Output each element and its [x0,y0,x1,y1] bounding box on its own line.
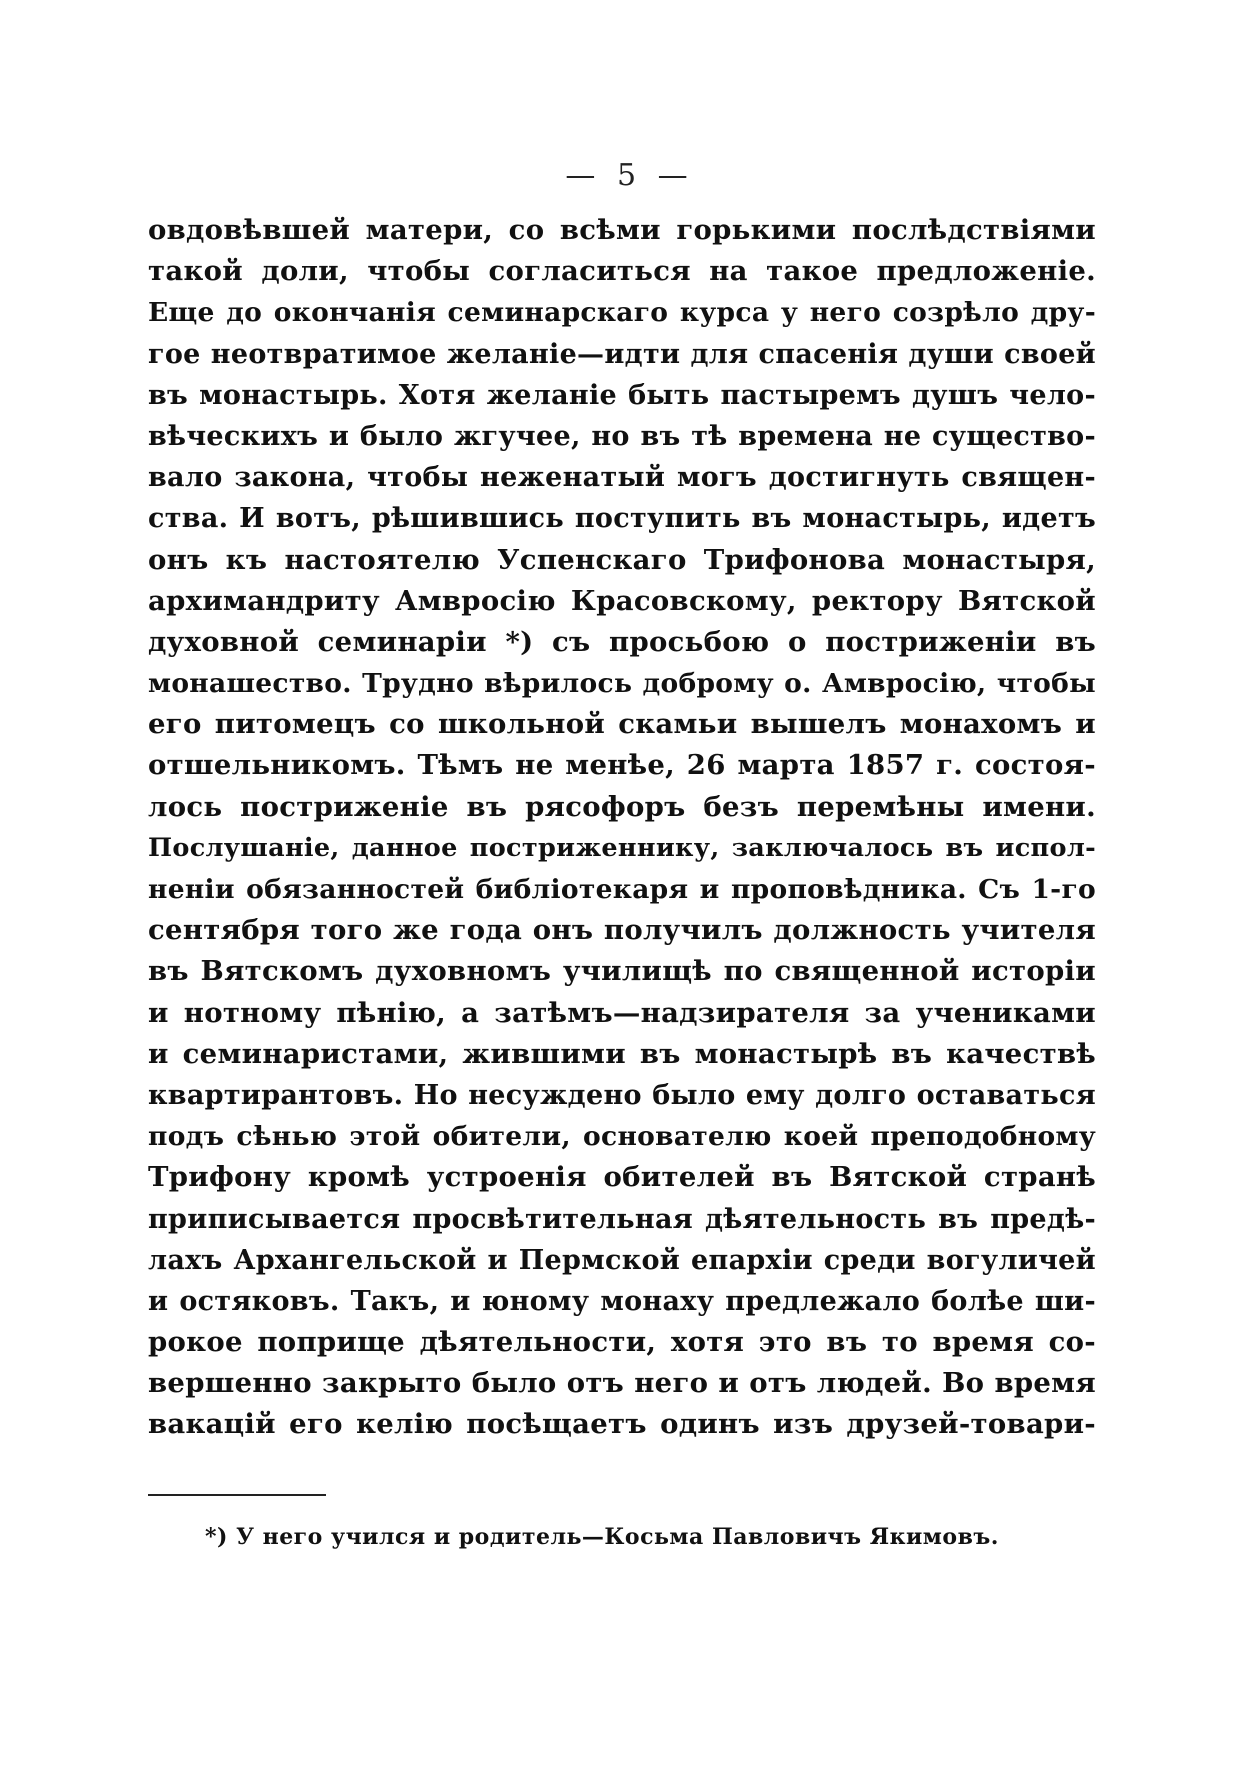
page-number: — 5 — [565,158,694,193]
text-line: такой доли, чтобы согласиться на такое предложеніе. [148,255,1096,288]
text-line: подъ сѣнью этой обители, основателю коей преподобному [148,1121,1096,1153]
main-text [148,210,1096,1446]
text-line: и нотному пѣнію, а затѣмъ—надзирателя за учениками [148,996,1096,1029]
footnote-divider [148,1494,326,1496]
text-line: монашество. Трудно вѣрилось доброму о. Амвросію, чтобы [148,668,1096,700]
text-line: приписывается просвѣтительная дѣятельность въ предѣ- [148,1203,1096,1235]
text-line: отшельникомъ. Тѣмъ не менѣе, 26 марта 1857 г. состоя- [148,749,1096,782]
text-line: и остяковъ. Такъ, и юному монаху предлежало болѣе ши- [148,1285,1096,1317]
text-line: гое неотвратимое желаніе—идти для спасенія души своей [148,338,1096,370]
text-line: сентября того же года онъ получилъ должность учителя [148,914,1096,947]
text-line: и семинаристами, жившими въ монастырѣ въ качествѣ [148,1037,1096,1070]
text-line: архимандриту Амвросію Красовскому, ректору Вятской [148,584,1096,617]
text-line: вѣческихъ и было жгучее, но въ тѣ времена не существо- [148,420,1096,452]
text-line: лахъ Архангельской и Пермской епархіи среди вогуличей [148,1244,1096,1276]
text-line: лось постриженіе въ рясофоръ безъ перемѣны имени. [148,790,1096,823]
footnote: *) У него учился и родитель—Косьма Павловичъ Якимовъ. [205,1524,999,1550]
text-line: духовной семинаріи *) съ просьбою о постриженіи въ [148,625,1096,658]
text-line: Трифону кромѣ устроенія обителей въ Вятской странѣ [148,1161,1096,1194]
text-line: Послушаніе, данное постриженнику, заключалось въ испол- [148,832,1096,863]
text-line: въ монастырь. Хотя желаніе быть пастыремъ душъ чело- [148,379,1096,411]
text-line: квартирантовъ. Но несуждено было ему долго оставаться [148,1079,1096,1111]
text-line: вершенно закрыто было отъ него и отъ людей. Во время [148,1367,1096,1400]
text-line: ства. И вотъ, рѣшившись поступить въ монастырь, идетъ [148,503,1096,535]
text-line: овдовѣвшей матери, со всѣми горькими послѣдствіями [148,214,1096,246]
text-line: его питомецъ со школьной скамьи вышелъ монахомъ и [148,708,1096,741]
text-line: рокое поприще дѣятельности, хотя это въ то время со- [148,1326,1096,1359]
text-line: вакацій его келію посѣщаетъ одинъ изъ друзей-товари- [148,1408,1096,1441]
text-line: Еще до окончанія семинарскаго курса у него созрѣло дру- [148,297,1096,329]
text-line: вало закона, чтобы неженатый могъ достигнуть священ- [148,462,1096,494]
text-line: онъ къ настоятелю Успенскаго Трифонова монастыря, [148,543,1096,576]
text-line: въ Вятскомъ духовномъ училищѣ по священной исторіи [148,955,1096,988]
text-line: неніи обязанностей библіотекаря и проповѣдника. Съ 1-го [148,874,1096,905]
